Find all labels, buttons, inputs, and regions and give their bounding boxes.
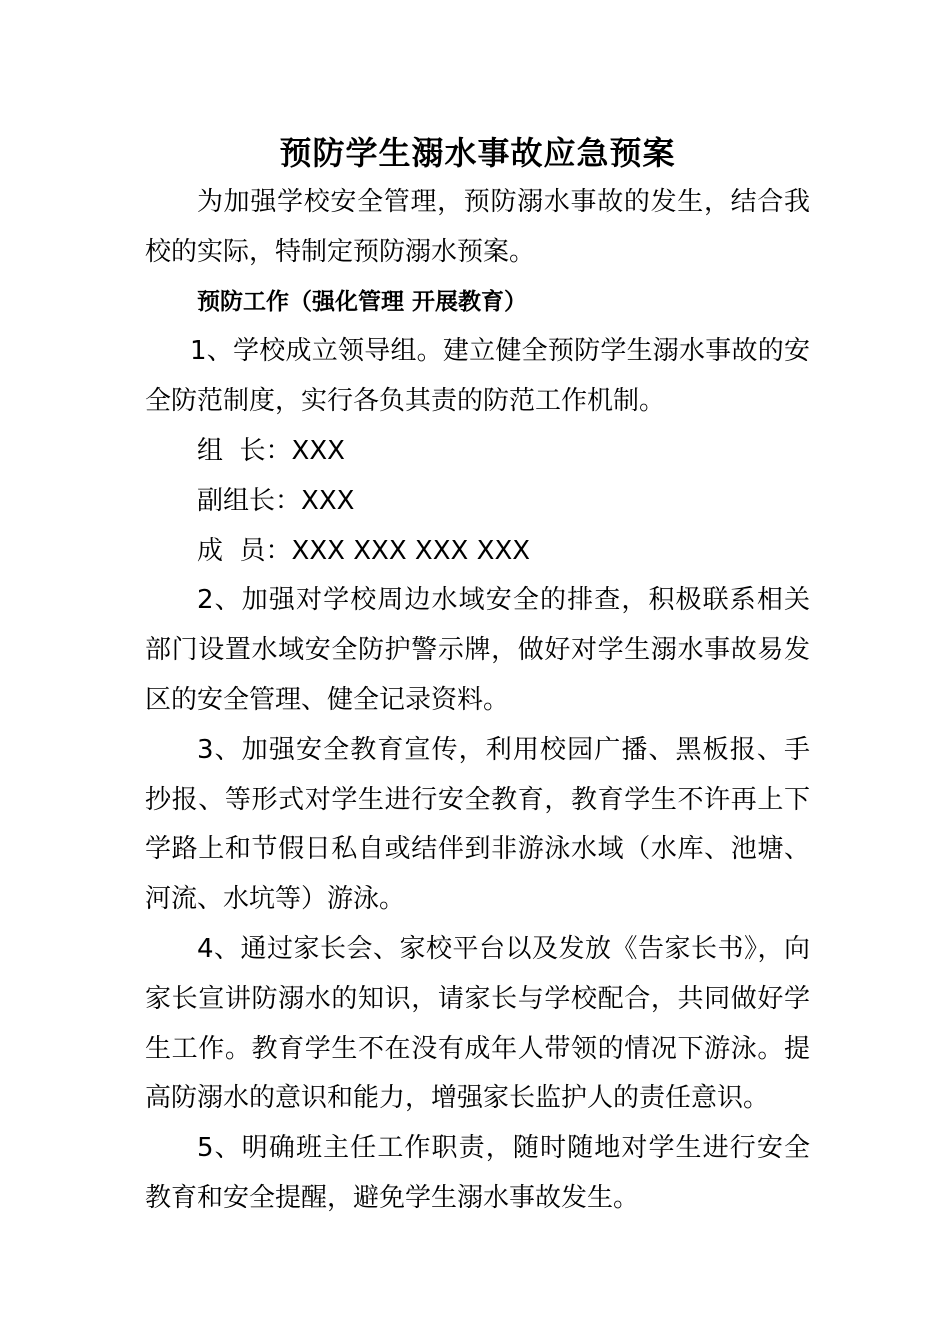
member-deputy xyxy=(145,477,810,527)
member-value: XXX xyxy=(291,435,345,466)
item-paragraph-2: 2、加强对学校周边水域安全的排查，积极联系相关部门设置水域安全防护警示牌，做好对学生溺水事故易发区的安全管理、健全记录资料。 xyxy=(145,585,810,715)
section-heading: 预防工作（强化管理 开展教育） xyxy=(197,288,528,315)
item-paragraph-3: 3、加强安全教育宣传，利用校园广播、黑板报、手抄报、等形式对学生进行安全教育，教育学生不许再上下学路上和节假日私自或结伴到非游泳水域（水库、池塘、河流、水坑等）游泳。 xyxy=(145,734,810,915)
document-title: 预防学生溺水事故应急预案 xyxy=(279,134,676,172)
member-label: 副组长： xyxy=(197,485,302,516)
item-paragraph-1: 1、学校成立领导组。建立健全预防学生溺水事故的安全防范制度，实行各负其责的防范工作机制。 xyxy=(145,336,810,417)
member-label: 组 长： xyxy=(197,435,292,466)
item-paragraph-4: 4、通过家长会、家校平台以及发放《告家长书》，向家长宣讲防溺水的知识，请家长与学校配合，共同做好学生工作。教育学生不在没有成年人带领的情况下游泳。提高防溺水的意识和能力，增强家长监护人的责任意识。 xyxy=(145,933,810,1114)
document-page xyxy=(145,128,810,1224)
member-value: XXX XXX XXX XXX xyxy=(291,535,531,566)
member-staff xyxy=(145,527,810,577)
member-value: XXX xyxy=(301,485,355,516)
item-paragraph-5: 5、明确班主任工作职责，随时随地对学生进行安全教育和安全提醒，避免学生溺水事故发生。 xyxy=(145,1133,810,1213)
member-leader xyxy=(145,427,810,477)
member-label: 成 员： xyxy=(197,535,292,566)
intro-paragraph: 为加强学校安全管理，预防溺水事故的发生，结合我校的实际，特制定预防溺水预案。 xyxy=(145,187,810,267)
